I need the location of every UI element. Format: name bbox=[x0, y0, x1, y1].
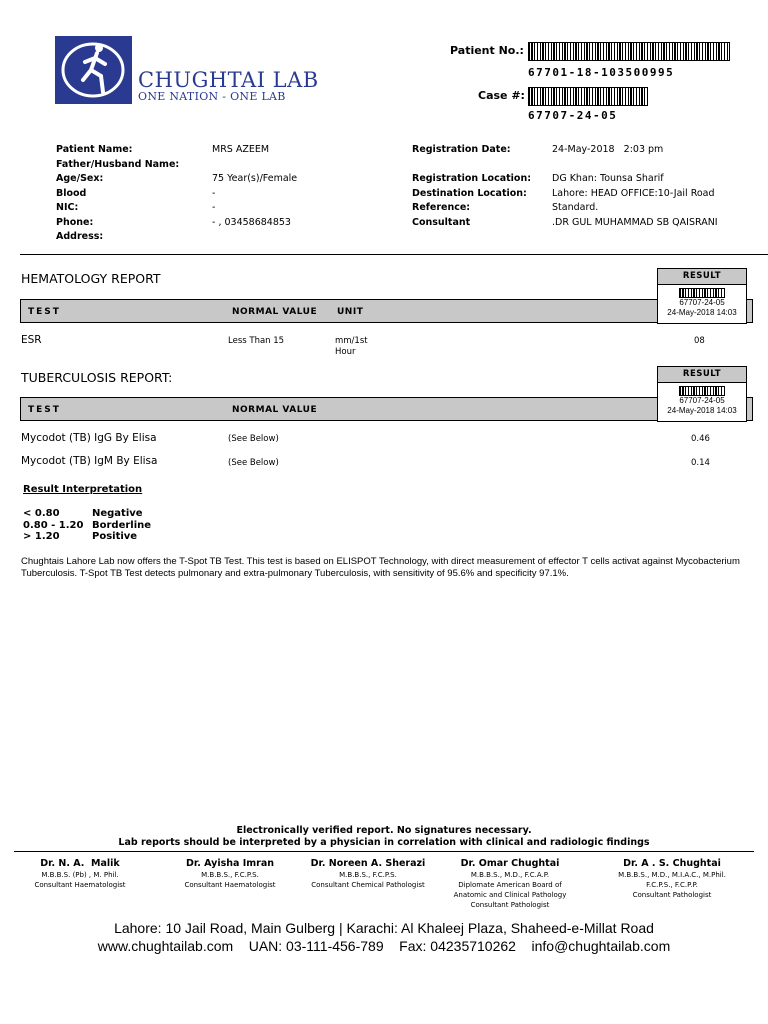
result-header: RESULT bbox=[658, 269, 746, 285]
doctor-3 bbox=[298, 858, 438, 890]
doctor-degree: M.B.B.S. (Pb) , M. Phil. bbox=[41, 871, 119, 879]
doctor-name: Dr. Omar Chughtai bbox=[460, 858, 560, 869]
tb-title: TUBERCULOSIS REPORT: bbox=[21, 370, 173, 385]
doctor-title: Anatomic and Clinical Pathology bbox=[453, 891, 567, 899]
tb-result-header: RESULT bbox=[658, 367, 746, 383]
patient-values bbox=[212, 143, 297, 245]
logo-name: CHUGHTAI LAB bbox=[138, 68, 319, 92]
test-esr: ESR bbox=[21, 334, 42, 346]
igm-result: 0.14 bbox=[691, 458, 710, 468]
reg-location-label: Registration Location: bbox=[412, 173, 532, 184]
tb-result-date: 24-May-2018 14:03 bbox=[667, 406, 737, 415]
doctor-5 bbox=[598, 858, 746, 900]
doctor-title: Diplomate American Board of bbox=[458, 881, 562, 889]
col-unit: UNIT bbox=[337, 307, 364, 317]
doctor-degree: M.B.B.S., M.D., F.C.A.P. bbox=[470, 871, 550, 879]
hematology-title: HEMATOLOGY REPORT bbox=[21, 271, 161, 286]
dest-label: Destination Location: bbox=[412, 187, 527, 199]
verification-note bbox=[0, 825, 768, 849]
doctor-title: Consultant Chemical Pathologist bbox=[311, 881, 425, 889]
esr-result: 08 bbox=[694, 336, 705, 346]
test-igm: Mycodot (TB) IgM By Elisa bbox=[21, 455, 158, 467]
father-label: Father/Husband Name: bbox=[56, 158, 180, 170]
doctor-2 bbox=[160, 858, 300, 890]
patient-phone: - , 03458684853 bbox=[212, 216, 291, 228]
doctor-degree: M.B.B.S., F.C.P.S. bbox=[201, 871, 259, 879]
father-name bbox=[212, 158, 297, 173]
reference: Standard. bbox=[552, 202, 599, 213]
logo-tagline: ONE NATION - ONE LAB bbox=[138, 90, 286, 103]
esr-unit bbox=[335, 336, 368, 358]
reg-date-label: Registration Date: bbox=[412, 144, 511, 155]
name-label: Patient Name: bbox=[56, 144, 133, 155]
footer-address: Lahore: 10 Jail Road, Main Gulberg | Karachi: Al Khaleej Plaza, Shaheed-e-Millat Road bbox=[114, 920, 654, 936]
reg-date: 24-May-2018 2:03 pm bbox=[552, 144, 664, 155]
doctor-title: Consultant Pathologist bbox=[470, 901, 550, 909]
address-label: Address: bbox=[56, 231, 104, 242]
patient-blood: - bbox=[212, 187, 216, 199]
esr-unit-line2: Hour bbox=[335, 347, 356, 357]
patient-barcode bbox=[528, 42, 730, 61]
tb-col-normal: NORMAL VALUE bbox=[232, 405, 318, 415]
patient-name: MRS AZEEM bbox=[212, 144, 270, 155]
hematology-result-box bbox=[657, 268, 747, 324]
footer-contacts: www.chughtailab.com UAN: 03-111-456-789 Fax: 04235710262 info@chughtailab.com bbox=[97, 938, 671, 954]
registration-labels bbox=[412, 143, 531, 230]
esr-normal: Less Than 15 bbox=[228, 336, 285, 346]
tb-result-box bbox=[657, 366, 747, 422]
range-1: < 0.80 bbox=[23, 508, 60, 519]
doctor-name: Dr. Ayisha Imran bbox=[185, 858, 275, 869]
doctor-name: Dr. A . S. Chughtai bbox=[623, 858, 721, 869]
tb-result-id: 67707-24-05 bbox=[679, 396, 725, 405]
meaning-3: Positive bbox=[92, 531, 138, 542]
reference-label: Reference: bbox=[412, 202, 471, 213]
doctor-name: Dr. Noreen A. Sherazi bbox=[310, 858, 426, 869]
reg-location: DG Khan: Tounsa Sharif bbox=[552, 173, 664, 184]
esr-unit-line1: mm/1st bbox=[335, 336, 368, 346]
doctor-title: Consultant Haematologist bbox=[184, 881, 276, 889]
blood-label: Blood bbox=[56, 187, 87, 199]
case-no: 67707-24-05 bbox=[528, 109, 618, 122]
doctor-title: Consultant Haematologist bbox=[34, 881, 126, 889]
doctor-title: F.C.P.S., F.C.P.P. bbox=[646, 881, 698, 889]
doctor-4 bbox=[440, 858, 580, 910]
patient-address bbox=[212, 230, 297, 245]
patient-labels bbox=[56, 143, 179, 245]
hematology-table-header bbox=[20, 299, 753, 323]
consultant-label: Consultant bbox=[412, 216, 471, 228]
patient-agesex: 75 Year(s)/Female bbox=[212, 173, 298, 184]
interpretation-meanings bbox=[92, 508, 151, 543]
interpretation-title: Result Interpretation bbox=[23, 484, 143, 495]
case-label: Case #: bbox=[478, 89, 525, 102]
tspot-note: Chughtais Lahore Lab now offers the T-Spot TB Test. This test is based on ELISPOT Technology, with direct measurement of effector T cells activat against Mycobacterium Tuberculosis. T-Spot TB Test detects pulmonary and extra-pulmonary Tuberculosis, with sensitivity of 95.6% and specificity 97.1%. bbox=[21, 556, 740, 579]
footer-divider bbox=[14, 851, 754, 852]
header-divider bbox=[20, 254, 768, 255]
doctor-degree: M.B.B.S., F.C.P.S. bbox=[339, 871, 397, 879]
range-3: > 1.20 bbox=[23, 531, 60, 542]
meaning-1: Negative bbox=[92, 508, 143, 519]
result-barcode bbox=[679, 288, 725, 298]
doctor-degree: M.B.B.S., M.D., M.I.A.C., M.Phil. bbox=[618, 871, 726, 879]
igg-normal: (See Below) bbox=[228, 434, 279, 444]
verification-line2: Lab reports should be interpreted by a physician in correlation with clinical and radiologic findings bbox=[118, 837, 650, 848]
result-date: 24-May-2018 14:03 bbox=[667, 308, 737, 317]
consultant: .DR GUL MUHAMMAD SB QAISRANI bbox=[552, 216, 718, 228]
meaning-2: Borderline bbox=[92, 519, 152, 531]
igg-result: 0.46 bbox=[691, 434, 710, 444]
tb-result-barcode bbox=[679, 386, 725, 396]
patient-no: 67701-18-103500995 bbox=[528, 66, 675, 79]
registration-values bbox=[552, 143, 718, 230]
result-id: 67707-24-05 bbox=[679, 298, 725, 307]
agesex-label: Age/Sex: bbox=[56, 173, 104, 184]
destination: Lahore: HEAD OFFICE:10-Jail Road bbox=[552, 187, 715, 199]
verification-line1: Electronically verified report. No signatures necessary. bbox=[236, 825, 532, 836]
doctor-1 bbox=[20, 858, 140, 890]
patient-no-label: Patient No.: bbox=[450, 44, 524, 57]
nic-label: NIC: bbox=[56, 202, 79, 213]
doctor-name: Dr. N. A. Malik bbox=[40, 858, 120, 869]
case-barcode bbox=[528, 87, 648, 106]
test-igg: Mycodot (TB) IgG By Elisa bbox=[21, 432, 157, 444]
col-normal: NORMAL VALUE bbox=[232, 307, 318, 317]
tb-table-header bbox=[20, 397, 753, 421]
col-test: TEST bbox=[28, 307, 61, 317]
phone-label: Phone: bbox=[56, 216, 94, 228]
range-2: 0.80 - 1.20 bbox=[23, 519, 84, 531]
doctor-title: Consultant Pathologist bbox=[632, 891, 712, 899]
lab-logo bbox=[55, 36, 367, 104]
patient-nic: - bbox=[212, 202, 216, 213]
igm-normal: (See Below) bbox=[228, 458, 279, 468]
interpretation-ranges bbox=[23, 508, 83, 543]
tb-col-test: TEST bbox=[28, 405, 61, 415]
runner-logo-icon bbox=[55, 36, 132, 104]
